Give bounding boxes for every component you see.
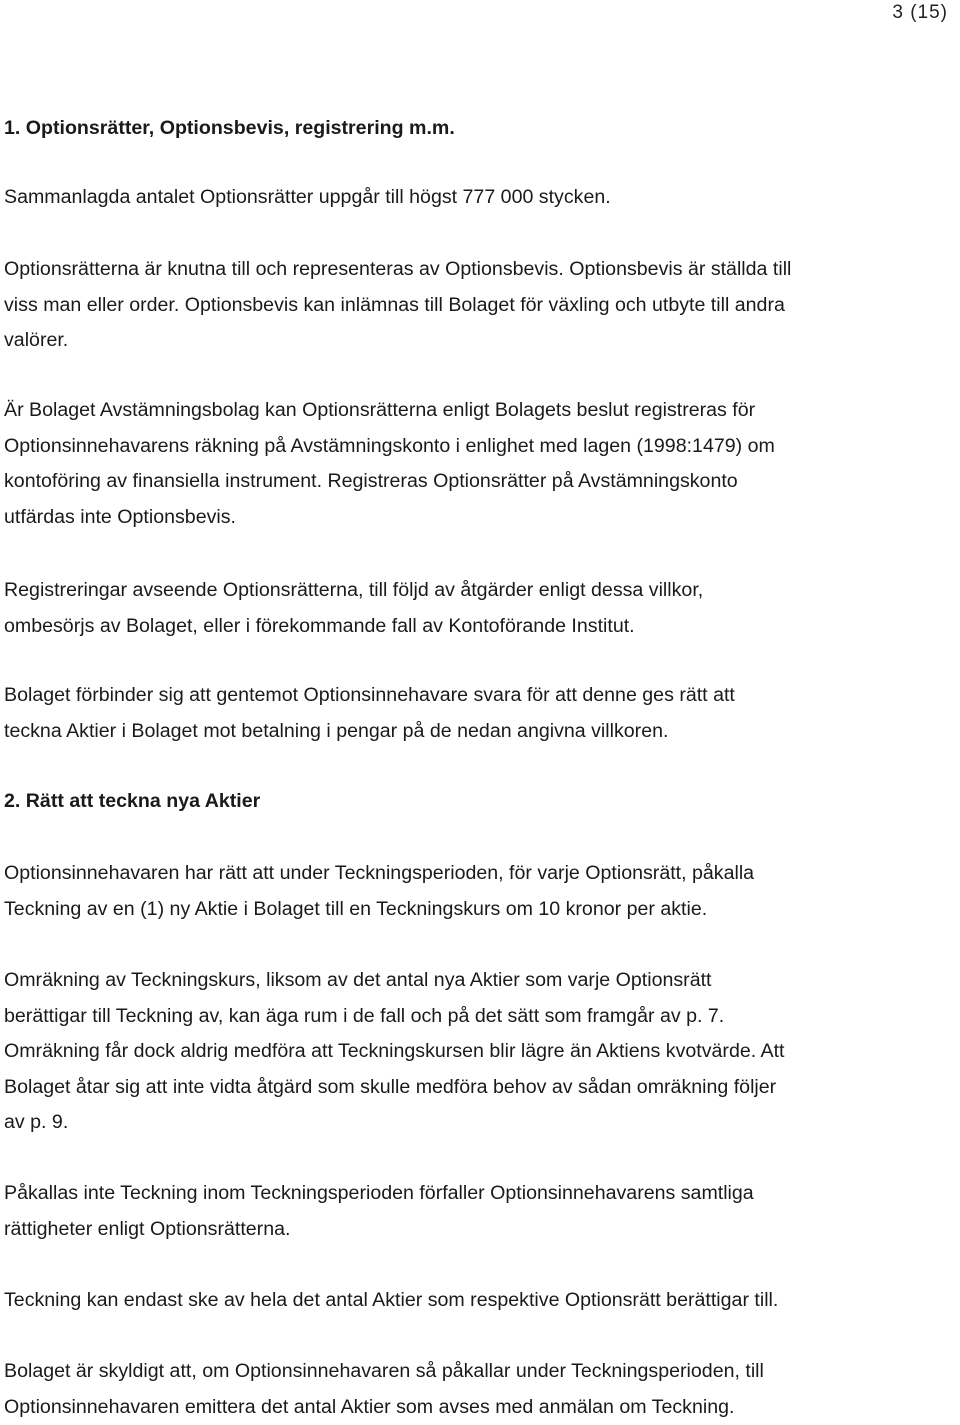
text-line: Bolaget åtar sig att inte vidta åtgärd som skulle medföra behov av sådan omräkning följer xyxy=(4,1075,777,1098)
text-line: Optionsinnehavarens räkning på Avstämningskonto i enlighet med lagen (1998:1479) om xyxy=(4,434,775,457)
paragraph-whole-shares xyxy=(4,1283,956,1319)
text-line: Teckning kan endast ske av hela det antal Aktier som respektive Optionsrätt berättigar till. xyxy=(4,1289,779,1311)
paragraph-subscription-right xyxy=(4,856,956,927)
paragraph-record-registration xyxy=(4,393,956,535)
text-line: Omräkning får dock aldrig medföra att Teckningskursen blir lägre än Aktiens kvotvärde. Att xyxy=(4,1040,785,1062)
section-2-heading: 2. Rätt att teckna nya Aktier xyxy=(4,790,261,812)
text-line: berättigar till Teckning av, kan äga rum i de fall och på det sätt som framgår av p. 7. xyxy=(4,1004,725,1027)
paragraph-recalculation xyxy=(4,963,956,1141)
paragraph-company-commitment xyxy=(4,678,956,749)
text-line: rättigheter enligt Optionsrätterna. xyxy=(4,1217,291,1240)
text-line: Optionsrätterna är knutna till och representeras av Optionsbevis. Optionsbevis är ställda till xyxy=(4,258,792,280)
paragraph-issuance-obligation xyxy=(4,1354,956,1425)
paragraph-option-certificates xyxy=(4,252,956,359)
text-line: Optionsinnehavaren emittera det antal Aktier som avses med anmälan om Teckning. xyxy=(4,1395,735,1418)
paragraph-registrations xyxy=(4,573,956,644)
text-line: Bolaget förbinder sig att gentemot Optionsinnehavare svara för att denne ges rätt att xyxy=(4,684,735,706)
text-line: Är Bolaget Avstämningsbolag kan Optionsrätterna enligt Bolagets beslut registreras för xyxy=(4,399,756,421)
text-line: ombesörjs av Bolaget, eller i förekommande fall av Kontoförande Institut. xyxy=(4,614,635,637)
text-line: viss man eller order. Optionsbevis kan inlämnas till Bolaget för växling och utbyte till andra xyxy=(4,293,785,316)
text-line: Teckning av en (1) ny Aktie i Bolaget till en Teckningskurs om 10 kronor per aktie. xyxy=(4,897,708,920)
section-1-heading: 1. Optionsrätter, Optionsbevis, registrering m.m. xyxy=(4,117,455,139)
text-line: Omräkning av Teckningskurs, liksom av det antal nya Aktier som varje Optionsrätt xyxy=(4,969,712,991)
text-line: utfärdas inte Optionsbevis. xyxy=(4,505,236,528)
text-line: kontoföring av finansiella instrument. Registreras Optionsrätter på Avstämningskonto xyxy=(4,470,738,492)
text-line: av p. 9. xyxy=(4,1111,69,1133)
text-line: Bolaget är skyldigt att, om Optionsinnehavaren så påkallar under Teckningsperioden, till xyxy=(4,1360,764,1382)
page-number: 3 (15) xyxy=(892,2,948,23)
paragraph-total-options xyxy=(4,180,956,216)
text-line: Sammanlagda antalet Optionsrätter uppgår till högst 777 000 stycken. xyxy=(4,186,611,208)
text-line: valörer. xyxy=(4,329,69,351)
paragraph-expiry xyxy=(4,1176,956,1247)
text-line: teckna Aktier i Bolaget mot betalning i pengar på de nedan angivna villkoren. xyxy=(4,719,669,742)
text-line: Påkallas inte Teckning inom Teckningsperioden förfaller Optionsinnehavarens samtliga xyxy=(4,1182,754,1204)
text-line: Optionsinnehavaren har rätt att under Teckningsperioden, för varje Optionsrätt, påkalla xyxy=(4,862,755,884)
text-line: Registreringar avseende Optionsrätterna, till följd av åtgärder enligt dessa villkor, xyxy=(4,579,704,601)
